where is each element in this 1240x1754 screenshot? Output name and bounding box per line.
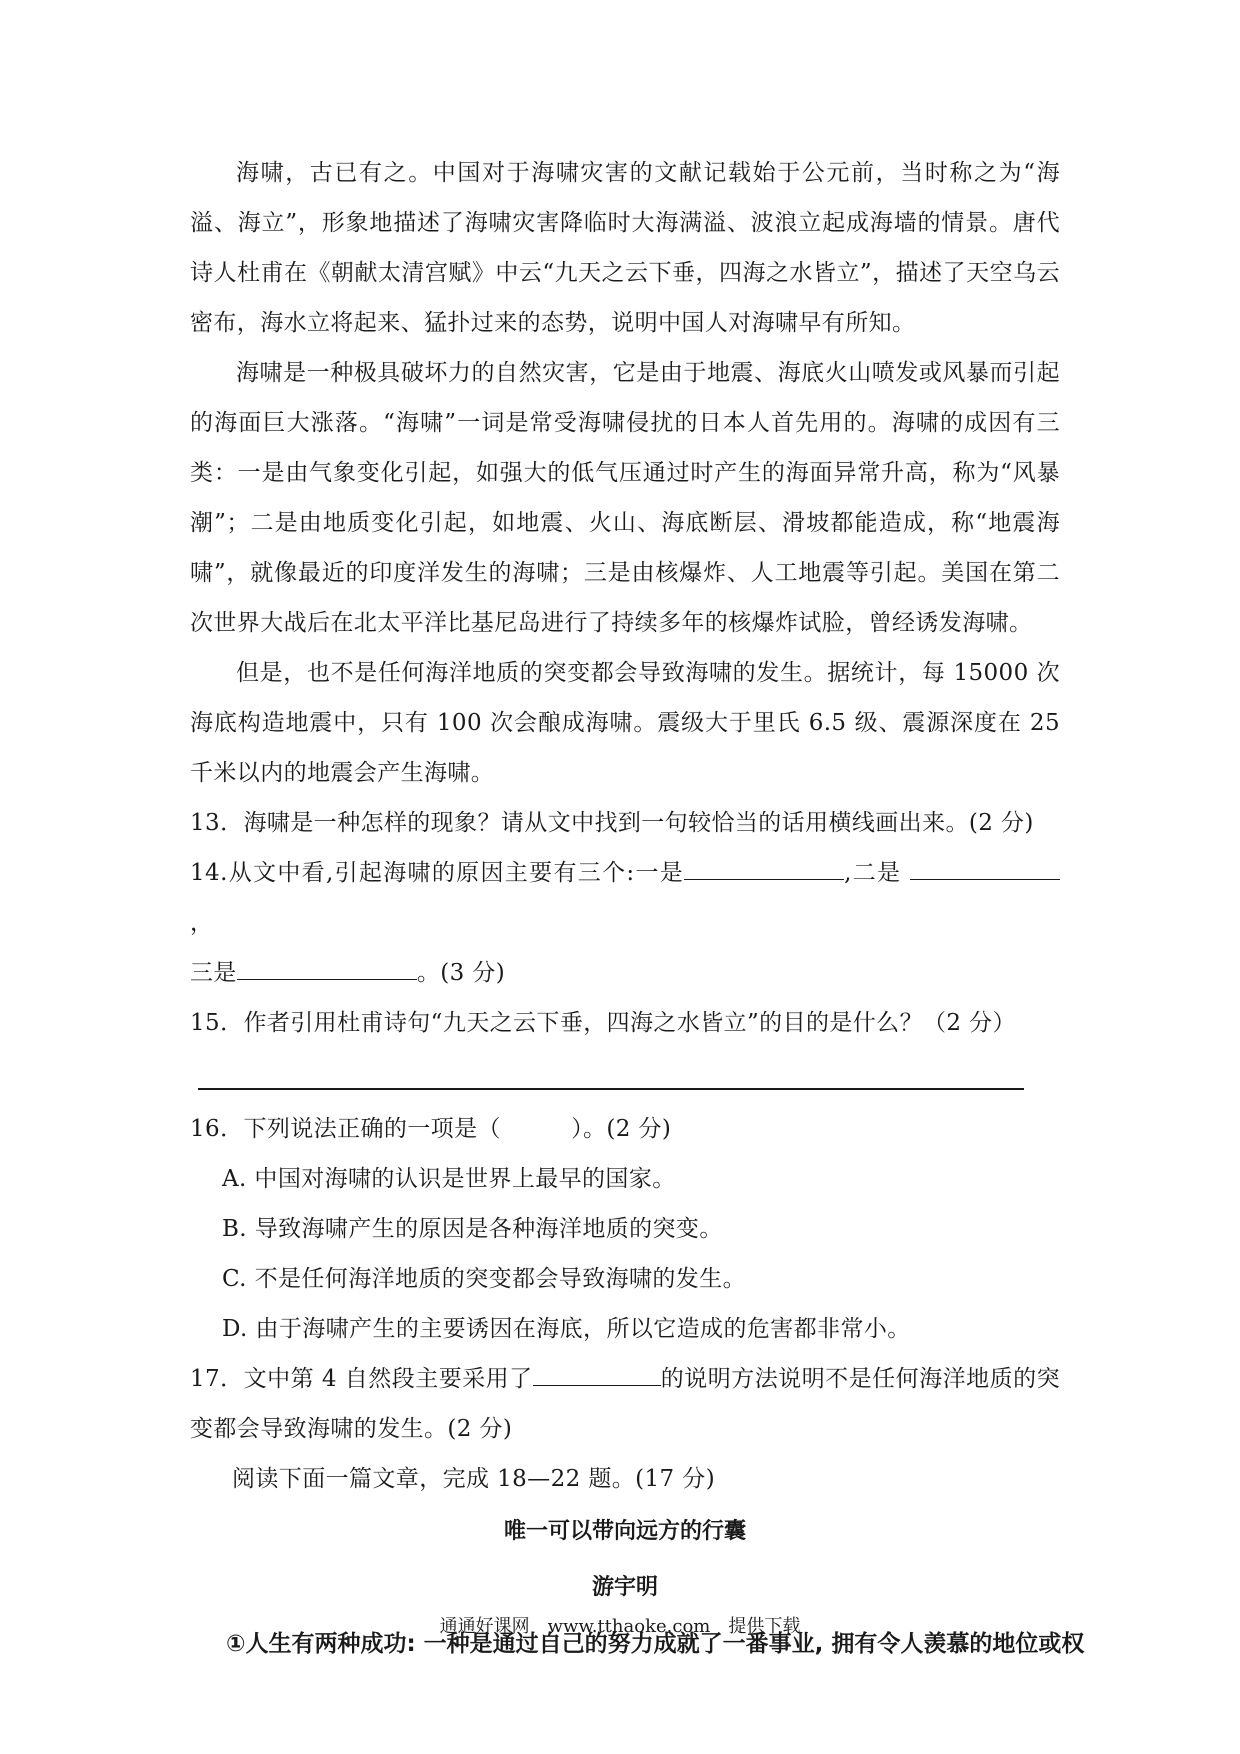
article-author: 游宇明 [591, 1575, 658, 1600]
article-paragraph-1: ①人生有两种成功: 一种是通过自己的努力成就了一番事业, 拥有令人羡慕的地位或权 [226, 1631, 1085, 1657]
question-17-text-b: 的说明方法说明不是任何海洋地质的突变都会导致海啸的发生。(2 分) [190, 1366, 1060, 1442]
page-content [190, 148, 1085, 1672]
question-14-text-c: ， [190, 910, 214, 936]
question-16-option-a: A. 中国对海啸的认识是世界上最早的国家。 [222, 1166, 676, 1192]
section-2-intro: 阅读下面一篇文章，完成 18—22 题。(17 分) [232, 1466, 716, 1492]
question-16-option-c: C. 不是任何海洋地质的突变都会导致海啸的发生。 [222, 1266, 747, 1292]
question-17 [190, 1354, 1060, 1454]
question-17-blank[interactable] [533, 1357, 661, 1386]
passage-paragraph-3: 但是，也不是任何海洋地质的突变都会导致海啸的发生。据统计，每 15000 次海底构造地震中，只有 100 次会酿成海啸。震级大于里氏 6.5 级、震源深度在 25 千米以内的地震会产生海啸。 [190, 660, 1060, 786]
question-16-option-d: D. 由于海啸产生的主要诱因在海底，所以它造成的危害都非常小。 [222, 1316, 911, 1342]
question-14-blank-1[interactable] [684, 851, 844, 880]
question-14-blank-2[interactable] [910, 851, 1060, 880]
page-footer: 通通好课网 www.tthaoke.com 提供下载 [439, 1616, 801, 1637]
passage-paragraph-1: 海啸，古已有之。中国对于海啸灾害的文献记载始于公元前，当时称之为“海溢、海立”，形象地描述了海啸灾害降临时大海满溢、波浪立起成海墙的情景。唐代诗人杜甫在《朝献太清宫赋》中云“九天之云下垂，四海之水皆立”，描述了天空乌云密布，海水立将起来、猛扑过来的态势，说明中国人对海啸早有所知。 [190, 160, 1060, 336]
question-14-text-e: 。(3 分) [416, 960, 506, 986]
question-15: 15．作者引用杜甫诗句“九天之云下垂，四海之水皆立”的目的是什么？（2 分） [190, 1010, 1016, 1036]
question-17-text-a: 17．文中第 4 自然段主要采用了 [190, 1366, 533, 1392]
question-14-text-a: 14.从文中看,引起海啸的原因主要有三个:一是 [190, 860, 685, 886]
question-13: 13．海啸是一种怎样的现象？请从文中找到一句较恰当的话用横线画出来。(2 分) [190, 810, 1034, 836]
question-14 [190, 848, 1060, 998]
question-14-text-d: 三是 [190, 960, 237, 986]
question-16: 16．下列说法正确的一项是（ ）。(2 分) [190, 1116, 672, 1142]
article-title: 唯一可以带向远方的行囊 [503, 1519, 746, 1544]
question-14-blank-3[interactable] [237, 951, 417, 980]
question-16-option-b: B. 导致海啸产生的原因是各种海洋地质的突变。 [222, 1216, 723, 1242]
question-14-text-b: ,二是 [844, 860, 902, 886]
passage-paragraph-2: 海啸是一种极具破坏力的自然灾害，它是由于地震、海底火山喷发或风暴而引起的海面巨大涨落。“海啸”一词是常受海啸侵扰的日本人首先用的。海啸的成因有三类：一是由气象变化引起，如强大的低气压通过时产生的海面异常升高，称为“风暴潮”；二是由地质变化引起，如地震、火山、海底断层、滑坡都能造成，称“地震海啸”，就像最近的印度洋发生的海啸；三是由核爆炸、人工地震等引起。美国在第二次世界大战后在北太平洋比基尼岛进行了持续多年的核爆炸试脸，曾经诱发海啸。 [190, 360, 1060, 636]
question-15-answer-line[interactable] [198, 1064, 1024, 1090]
